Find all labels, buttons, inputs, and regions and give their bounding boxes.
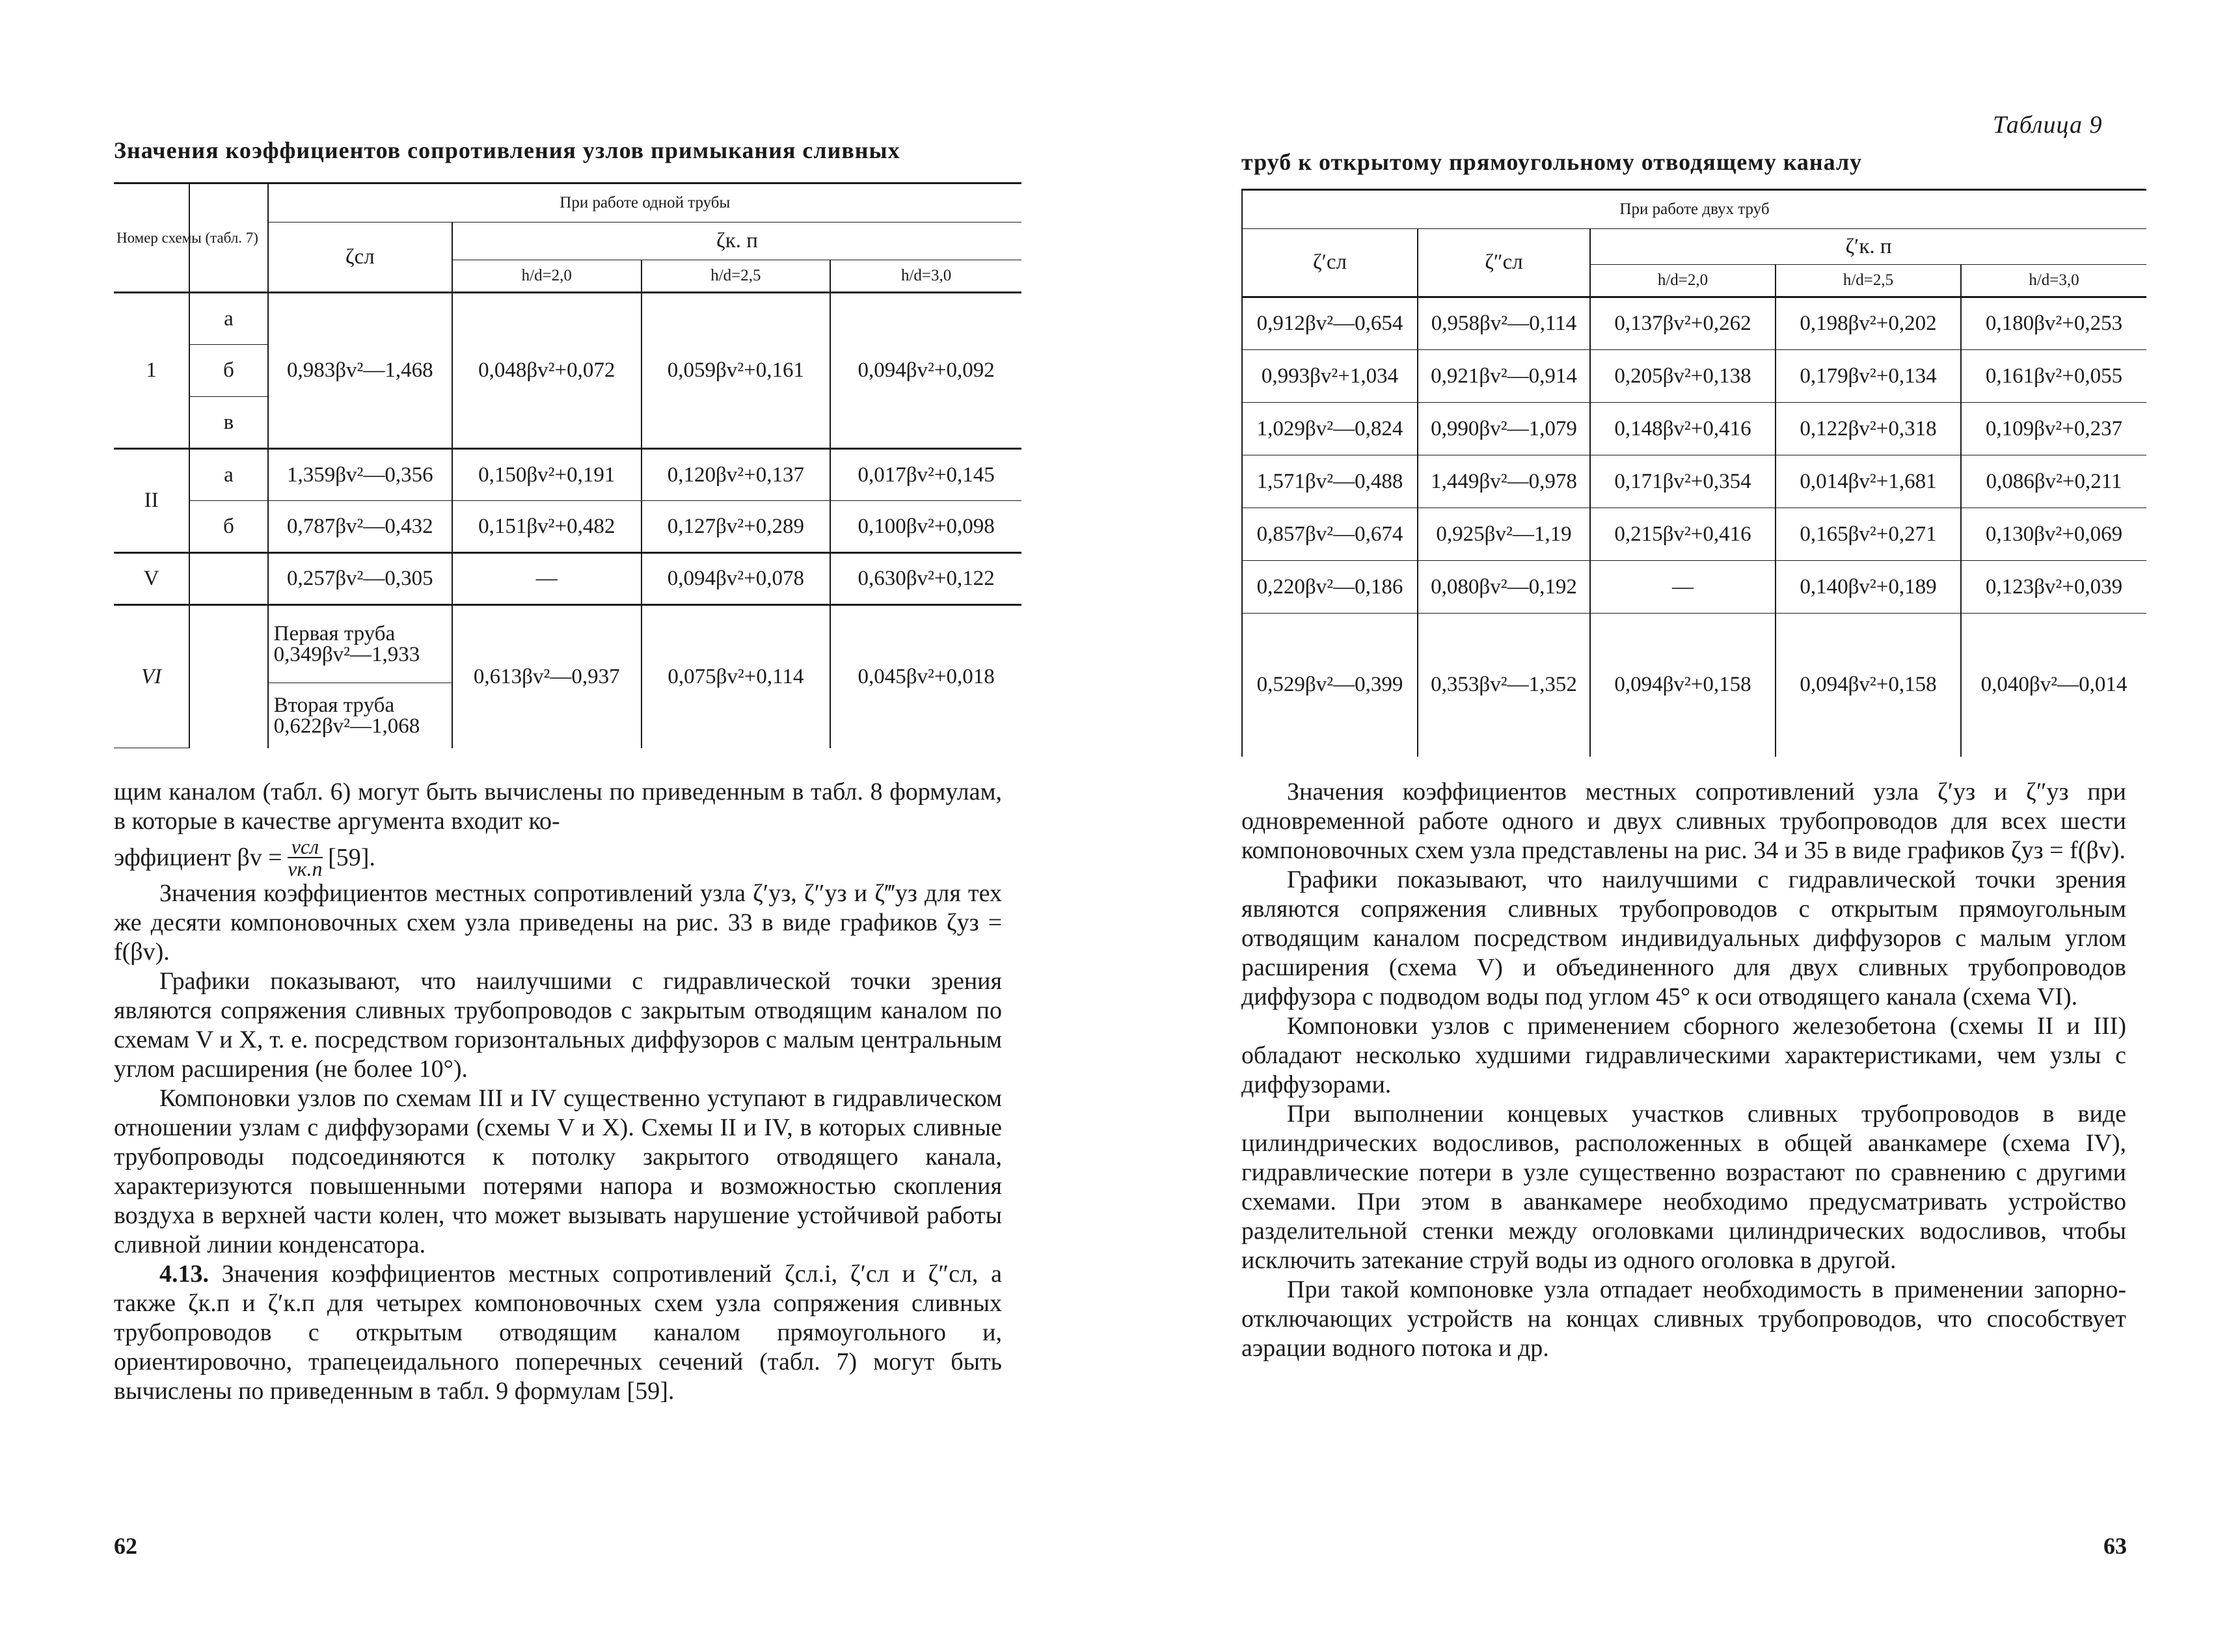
- table-cell: 0,220βv²—0,186: [1242, 561, 1418, 614]
- table-cell: 0,120βv²+0,137: [642, 449, 831, 501]
- table-row-scheme: V: [114, 553, 189, 605]
- page-number: 63: [2103, 1533, 2127, 1559]
- table-label: Таблица 9: [1993, 111, 2103, 139]
- fraction-numerator: vсл: [288, 836, 323, 858]
- table-cell-sub: б: [189, 345, 267, 397]
- table-cell: 0,198βv²+0,202: [1776, 297, 1961, 350]
- page-number: 62: [114, 1533, 137, 1559]
- table-cell: 0,630βv²+0,122: [830, 553, 1021, 605]
- table-cell: 0,990βv²—1,079: [1418, 403, 1590, 455]
- second-pipe-cell: [268, 683, 452, 748]
- table-cell: 0,048βv²+0,072: [452, 293, 642, 449]
- table-cell: 0,086βv²+0,211: [1961, 455, 2146, 508]
- header-zeta-kp: ζ′к. п: [1590, 229, 2146, 265]
- table-cell: 0,130βv²+0,069: [1961, 508, 2146, 561]
- table-cell: 0,171βv²+0,354: [1590, 455, 1776, 508]
- paragraph: При такой компоновке узла отпадает необходимость в применении запорно-отключающих устройств на концах сливных трубопроводов, что способствует аэрации водного потока и др.: [1241, 1276, 2126, 1362]
- first-pipe-label: Первая труба: [273, 622, 396, 645]
- formula-prefix: эффициент βv =: [114, 843, 282, 871]
- formula-ref: [59].: [328, 843, 375, 871]
- table-cell: —: [452, 553, 642, 605]
- table-cell: 0,014βv²+1,681: [1776, 455, 1961, 508]
- table-cell: 0,353βv²—1,352: [1418, 614, 1590, 757]
- table-title-left: Значения коэффициентов сопротивления узлов примыкания сливных: [114, 137, 900, 163]
- table-cell: 0,122βv²+0,318: [1776, 403, 1961, 455]
- section-number: 4.13.: [159, 1260, 209, 1288]
- paragraph: щим каналом (табл. 6) могут быть вычислены по приведенным в табл. 8 формулам, в которые в качестве аргумента входит ко-: [114, 778, 1002, 835]
- body-text-left: [114, 778, 1002, 1406]
- fraction-denominator: vк.п: [288, 857, 323, 880]
- table-cell: 0,109βv²+0,237: [1961, 403, 2146, 455]
- table-cell: 1,359βv²—0,356: [268, 449, 452, 501]
- table-cell: 0,127βv²+0,289: [642, 501, 831, 553]
- table-row-scheme: VI: [114, 605, 189, 748]
- fraction: [288, 836, 323, 879]
- paragraph: Значения коэффициентов местных сопротивлений узла ζ′уз, ζ″уз и ζ‴уз для тех же десяти компоновочных схем узла приведены на рис. 33 в виде графиков ζуз = f(βv).: [114, 880, 1002, 966]
- table-cell: 0,921βv²—0,914: [1418, 350, 1590, 403]
- beta-formula: [114, 836, 1002, 879]
- table-cell: 0,958βv²—0,114: [1418, 297, 1590, 350]
- header-zeta-kp: ζк. п: [452, 223, 1021, 260]
- table-title-right: труб к открытому прямоугольному отводящему каналу: [1241, 149, 1863, 175]
- paragraph: Графики показывают, что наилучшими с гидравлической точки зрения являются сопряжения сливных трубопроводов с закрытым отводящим каналом по схемам V и X, т. е. посредством горизонтальных диффузоров с малым центральным углом расширения (не более 10°).: [114, 968, 1002, 1083]
- paragraph: Компоновки узлов по схемам III и IV существенно уступают в гидравлическом отношении узлам с диффузорами (схемы V и X). Схемы II и IV, в которых сливные трубопроводы подсоединяются к потолку закрытого отводящего канала, характеризуются повышенными потерями напора и возможностью скопления воздуха в верхней части колен, что может вызывать нарушение устойчивой работы сливной линии конденсатора.: [114, 1085, 1002, 1258]
- table-cell: 0,059βv²+0,161: [642, 293, 831, 449]
- table-cell-sub: а: [189, 449, 267, 501]
- header-hd-2-5: h/d=2,5: [642, 260, 831, 293]
- table-cell: 0,787βv²—0,432: [268, 501, 452, 553]
- paragraph: При выполнении концевых участков сливных трубопроводов в виде цилиндрических водосливов, расположенных в общей аванкамере (схема IV), гидравлические потери в узле существенно возрастают по сравнению с другими схемами. При этом в аванкамере необходимо предусматривать устройство разделительной стенки между оголовками цилиндрических водосливов, чтобы исключить затекание струй воды из одного оголовка в другой.: [1241, 1100, 2126, 1274]
- table-cell: 0,983βv²—1,468: [268, 293, 452, 449]
- header-scheme: Номер схемы (табл. 7): [114, 183, 189, 293]
- header-zeta1: ζ′сл: [1242, 229, 1418, 297]
- table-cell: 0,045βv²+0,018: [830, 605, 1021, 748]
- paragraph: Графики показывают, что наилучшими с гидравлической точки зрения являются сопряжения сливных трубопроводов с открытым прямоугольным отводящим каналом посредством индивидуальных диффузоров с малым углом расширения (схема V) и объединенного для двух сливных трубопроводов диффузора с подводом воды под углом 45° к оси отводящего канала (схема VI).: [1241, 866, 2126, 1010]
- table-cell: 0,857βv²—0,674: [1242, 508, 1418, 561]
- body-text-right: [1241, 778, 2126, 1363]
- right-page: [1114, 0, 2229, 1652]
- left-page: [0, 0, 1114, 1652]
- table-cell: 0,075βv²+0,114: [642, 605, 831, 748]
- header-hd-3-0: h/d=3,0: [830, 260, 1021, 293]
- table-cell: 0,215βv²+0,416: [1590, 508, 1776, 561]
- header-hd-2-0: h/d=2,0: [452, 260, 642, 293]
- header-one-pipe: При работе одной трубы: [268, 183, 1021, 223]
- table-cell: 0,040βv²—0,014: [1961, 614, 2146, 757]
- table-cell: 0,179βv²+0,134: [1776, 350, 1961, 403]
- header-hd-3-0: h/d=3,0: [1961, 265, 2146, 297]
- table-cell: 0,150βv²+0,191: [452, 449, 642, 501]
- resistance-table-left: [114, 182, 1021, 748]
- table-cell: 0,257βv²—0,305: [268, 553, 452, 605]
- table-cell: 1,571βv²—0,488: [1242, 455, 1418, 508]
- table-cell: 0,140βv²+0,189: [1776, 561, 1961, 614]
- table-cell: 0,094βv²+0,078: [642, 553, 831, 605]
- header-hd-2-0: h/d=2,0: [1590, 265, 1776, 297]
- table-cell: —: [1590, 561, 1776, 614]
- table-cell: 0,137βv²+0,262: [1590, 297, 1776, 350]
- table-cell: 0,094βv²+0,092: [830, 293, 1021, 449]
- paragraph: Компоновки узлов с применением сборного железобетона (схемы II и III) обладают несколько худшими гидравлическими характеристиками, чем узлы с диффузорами.: [1241, 1012, 2126, 1098]
- table-cell: 0,529βv²—0,399: [1242, 614, 1418, 757]
- table-cell: 1,449βv²—0,978: [1418, 455, 1590, 508]
- first-pipe-cell: [268, 605, 452, 683]
- paragraph: [114, 1260, 1002, 1406]
- table-cell: 0,148βv²+0,416: [1590, 403, 1776, 455]
- paragraph-text: Значения коэффициентов местных сопротивлений ζсл.i, ζ′сл и ζ″сл, а также ζк.п и ζ′к.п для четырех компоновочных схем узла сопряжения сливных трубопроводов с открытым отводящим каналом прямоугольного и, ориентировочно, трапецеидального поперечных сечений (табл. 7) могут быть вычислены по приведенным в табл. 9 формулам [59].: [114, 1260, 1003, 1405]
- resistance-table-right: [1241, 189, 2146, 757]
- table-cell: 0,094βv²+0,158: [1776, 614, 1961, 757]
- table-row-scheme: II: [114, 449, 189, 553]
- table-cell: 0,165βv²+0,271: [1776, 508, 1961, 561]
- table-cell-sub: а: [189, 293, 267, 345]
- first-pipe-value: 0,349βv²—1,933: [273, 643, 420, 666]
- table-cell: 0,161βv²+0,055: [1961, 350, 2146, 403]
- table-cell: 0,613βv²—0,937: [452, 605, 642, 748]
- header-hd-2-5: h/d=2,5: [1776, 265, 1961, 297]
- table-row-scheme: 1: [114, 293, 189, 449]
- table-cell: 0,993βv²+1,034: [1242, 350, 1418, 403]
- table-cell: 0,100βv²+0,098: [830, 501, 1021, 553]
- table-cell: 0,912βv²—0,654: [1242, 297, 1418, 350]
- header-zeta2: ζ″сл: [1418, 229, 1590, 297]
- table-cell-sub: б: [189, 501, 267, 553]
- paragraph: Значения коэффициентов местных сопротивлений узла ζ′уз и ζ″уз при одновременной работе одного и двух сливных трубопроводов для всех шести компоновочных схем узла представлены на рис. 34 и 35 в виде графиков ζуз = f(βv).: [1241, 778, 2126, 864]
- second-pipe-label: Вторая труба: [273, 693, 395, 717]
- second-pipe-value: 0,622βv²—1,068: [273, 714, 420, 738]
- table-cell: 0,017βv²+0,145: [830, 449, 1021, 501]
- header-zeta-sl: ζсл: [268, 223, 452, 293]
- table-cell: 0,925βv²—1,19: [1418, 508, 1590, 561]
- header-two-pipes: При работе двух труб: [1242, 190, 2146, 229]
- table-cell: 1,029βv²—0,824: [1242, 403, 1418, 455]
- table-cell: 0,180βv²+0,253: [1961, 297, 2146, 350]
- table-cell: 0,080βv²—0,192: [1418, 561, 1590, 614]
- table-cell-sub: в: [189, 397, 267, 449]
- table-cell: 0,151βv²+0,482: [452, 501, 642, 553]
- table-cell: 0,123βv²+0,039: [1961, 561, 2146, 614]
- table-cell: 0,205βv²+0,138: [1590, 350, 1776, 403]
- table-cell: 0,094βv²+0,158: [1590, 614, 1776, 757]
